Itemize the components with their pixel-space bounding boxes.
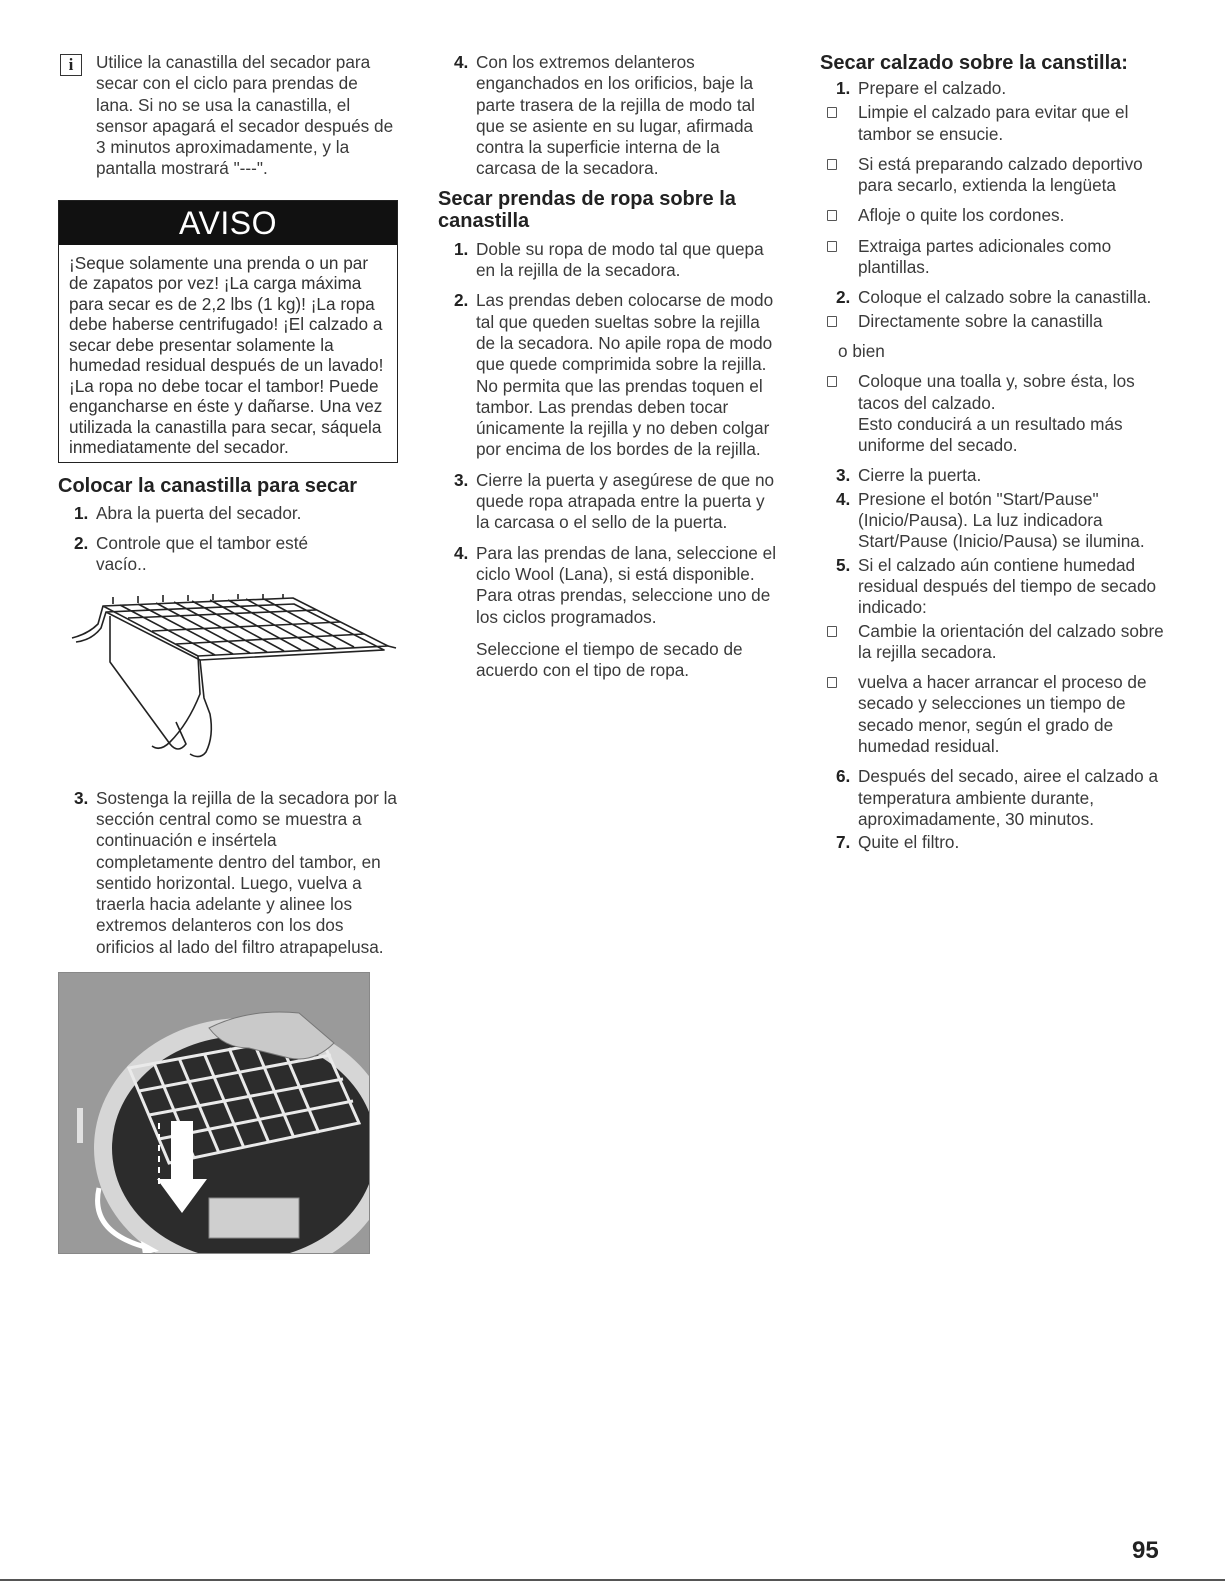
option-text: Coloque una toalla y, sobre ésta, los tacos del calzado. bbox=[858, 371, 1135, 413]
residual-item bbox=[820, 621, 1165, 664]
heading-secar-ropa: Secar prendas de ropa sobre la canastilla bbox=[438, 187, 736, 232]
warning-text: ¡Seque solamente una prenda o un par de zapatos por vez! ¡La carga máxima para secar es de 2,2 lbs (1 kg)! ¡La ropa debe haberse centrifugado! ¡El calzado a secar debe presentar solamente la humedad residual después de un lavado! ¡La ropa no debe tocar el tambor! Puede engancharse en éste y dañarse. Una vez utilizada la canastilla para secar, sáquela inmediatamente del secador. bbox=[69, 252, 384, 458]
checkbox-icon bbox=[827, 376, 837, 387]
column-right bbox=[820, 52, 1165, 854]
list-item bbox=[820, 78, 1165, 99]
step-text: Prepare el calzado. bbox=[858, 78, 1007, 98]
step-text: Para las prendas de lana, seleccione el ciclo Wool (Lana), si está disponible. Para otras prendas, seleccione uno de los ciclos programados. bbox=[476, 542, 777, 627]
drying-rack-illustration bbox=[58, 594, 398, 774]
prep-item bbox=[820, 236, 1165, 279]
colocar-steps-a bbox=[58, 503, 398, 576]
ropa-note: Seleccione el tiempo de secado de acuerdo con el tipo de ropa. bbox=[476, 638, 743, 681]
checkbox-icon bbox=[827, 107, 837, 118]
step-number: 2. bbox=[836, 287, 851, 308]
list-item bbox=[58, 788, 398, 958]
rack-insertion-photo bbox=[58, 972, 370, 1254]
list-item bbox=[438, 470, 778, 534]
list-item bbox=[820, 465, 1165, 486]
checkbox-icon bbox=[827, 626, 837, 637]
heading-colocar: Colocar la canastilla para secar bbox=[58, 474, 358, 497]
residual-text: vuelva a hacer arrancar el proceso de secado y selecciones un tiempo de secado menor, según el grado de humedad residual. bbox=[858, 672, 1147, 757]
list-item bbox=[438, 239, 778, 282]
prep-item bbox=[820, 102, 1165, 145]
step-text: Sostenga la rejilla de la secadora por la sección central como se muestra a continuación e insértela completamente dentro del tambor, en sentido horizontal. Luego, vuelva a traerla hacia adelante y alinee los extremos delanteros con los dos orificios al lado del filtro atrapapelusa. bbox=[96, 787, 397, 957]
option-item bbox=[820, 371, 1165, 456]
heading-secar-calzado: Secar calzado sobre la canstilla: bbox=[820, 52, 1128, 74]
ropa-steps bbox=[438, 239, 778, 628]
list-item bbox=[820, 766, 1165, 830]
list-item bbox=[820, 489, 1165, 553]
step-text: Cierre la puerta y asegúrese de que no quede ropa atrapada entre la puerta y la carcasa o el sello de la puerta. bbox=[476, 469, 775, 533]
list-item bbox=[438, 52, 778, 180]
list-item bbox=[58, 533, 398, 576]
step-number: 4. bbox=[454, 542, 469, 563]
checkbox-icon bbox=[827, 210, 837, 221]
step-number: 1. bbox=[836, 78, 851, 98]
step-number: 3. bbox=[836, 465, 851, 486]
step-text: Coloque el calzado sobre la canastilla. bbox=[858, 287, 1152, 308]
info-icon: i bbox=[60, 54, 82, 76]
info-note-text: Utilice la canastilla del secador para secar con el ciclo para prendas de lana. Si no se usa la canastilla, el sensor apagará el secador después de 3 minutos aproximadamente, y la pantalla mostrará "---". bbox=[96, 52, 394, 179]
step-text: Si el calzado aún contiene humedad residual después del tiempo de secado indicado: bbox=[858, 554, 1157, 618]
info-note bbox=[58, 52, 398, 180]
step-number: 7. bbox=[836, 832, 851, 853]
list-item bbox=[820, 832, 1165, 853]
step-number: 1. bbox=[74, 502, 89, 523]
colocar-steps-c bbox=[438, 52, 778, 180]
warning-box bbox=[58, 200, 398, 463]
colocar-steps-b bbox=[58, 788, 398, 958]
step-text: Cierre la puerta. bbox=[858, 465, 982, 486]
column-middle bbox=[438, 52, 778, 681]
step-number: 4. bbox=[454, 52, 469, 72]
list-item bbox=[438, 290, 778, 460]
rack-insertion-photo-drawing bbox=[59, 973, 369, 1253]
checkbox-icon bbox=[827, 241, 837, 252]
list-item bbox=[820, 287, 1165, 308]
step-number: 5. bbox=[836, 554, 851, 575]
calzado-instructions bbox=[820, 78, 1165, 854]
step-text: Después del secado, airee el calzado a temperatura ambiente durante, aproximadamente, 30 minutos. bbox=[858, 766, 1159, 829]
warning-title: AVISO bbox=[59, 201, 397, 245]
option-note: Esto conducirá a un resultado más uniforme del secado. bbox=[858, 413, 1123, 456]
step-number: 6. bbox=[836, 766, 851, 787]
step-number: 4. bbox=[836, 488, 851, 509]
checkbox-icon bbox=[827, 677, 837, 688]
step-text: Doble su ropa de modo tal que quepa en la rejilla de la secadora. bbox=[476, 238, 764, 281]
step-number: 2. bbox=[74, 533, 89, 554]
prep-text: Limpie el calzado para evitar que el tambor se ensucie. bbox=[858, 102, 1129, 144]
prep-text: Si está preparando calzado deportivo para secarlo, extienda la lengüeta bbox=[858, 153, 1143, 196]
column-left bbox=[58, 52, 398, 1254]
residual-item bbox=[820, 672, 1165, 757]
step-number: 3. bbox=[454, 469, 469, 490]
prep-item bbox=[820, 154, 1165, 197]
checkbox-icon bbox=[827, 159, 837, 170]
list-item bbox=[58, 503, 398, 524]
prep-item bbox=[820, 205, 1165, 226]
prep-text: Afloje o quite los cordones. bbox=[858, 205, 1065, 226]
list-item bbox=[438, 543, 778, 628]
bottom-rule bbox=[0, 1579, 1225, 1581]
or-text: o bien bbox=[838, 340, 885, 361]
step-number: 3. bbox=[74, 787, 89, 808]
list-item bbox=[820, 555, 1165, 619]
prep-text: Extraiga partes adicionales como plantillas. bbox=[858, 235, 1112, 278]
residual-text: Cambie la orientación del calzado sobre la rejilla secadora. bbox=[858, 620, 1164, 662]
checkbox-icon bbox=[827, 316, 837, 327]
option-item bbox=[820, 311, 1165, 332]
step-text: Presione el botón "Start/Pause" (Inicio/Pausa). La luz indicadora Start/Pause (Inicio/Pausa) se ilumina. bbox=[858, 488, 1145, 552]
step-text: Las prendas deben colocarse de modo tal que queden sueltas sobre la rejilla de la secadora. No apile ropa de modo que quede comprimida sobre la rejilla. No permita que las prendas toquen el tambor. Las prendas deben tocar únicamente la rejilla y no deben colgar por encima de los bordes de la rejilla. bbox=[476, 290, 774, 460]
option-text: Directamente sobre la canastilla bbox=[858, 310, 1103, 331]
step-text: Con los extremos delanteros enganchados en los orificios, baje la parte trasera de la rejilla de modo tal que se asiente en su lugar, afirmada contra la superficie interna de la carcasa de la secadora. bbox=[476, 52, 755, 179]
step-text: Abra la puerta del secador. bbox=[96, 502, 302, 523]
step-number: 2. bbox=[454, 290, 469, 311]
step-number: 1. bbox=[454, 238, 469, 259]
page-number: 95 bbox=[1132, 1537, 1159, 1564]
step-text: Quite el filtro. bbox=[858, 832, 960, 853]
step-text: Controle que el tambor esté vacío.. bbox=[96, 533, 309, 575]
